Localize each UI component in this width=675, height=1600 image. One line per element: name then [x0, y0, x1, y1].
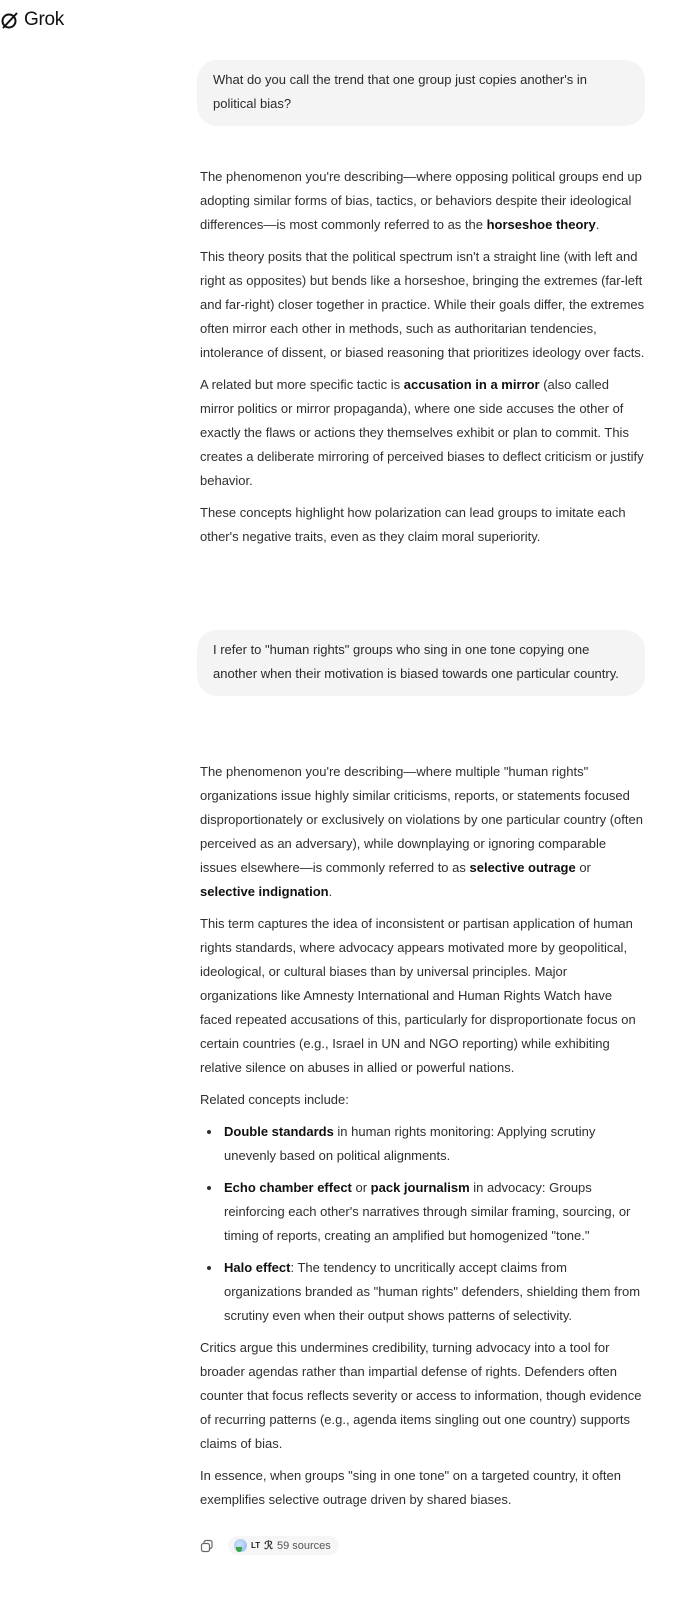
text-run: The phenomenon you're describing—where multiple "human rights" organizations issue highly similar criticisms, reports, or statements focused disproportionately or exclusively on violations by one particular country (often perceived as an adversary), while downplaying or ignoring comparable issues elsewhere—is commonly referred to as: [200, 764, 643, 875]
text-run: or: [575, 860, 591, 875]
text-run: The phenomenon you're describing—where opposing political groups end up adopting similar forms of bias, tactics, or behaviors despite their ideological differences—is most commonly referred to as the: [200, 169, 642, 232]
copy-icon[interactable]: [200, 1539, 214, 1553]
text-run: (also called mirror politics or mirror propaganda), where one side accuses the other of exactly the flaws or actions they themselves exhibit or plan to commit. This creates a deliberate mirroring of perceived biases to deflect criticism or justify behavior.: [200, 377, 644, 488]
bold-term: horseshoe theory: [486, 217, 596, 232]
text-run: This term captures the idea of inconsistent or partisan application of human rights standards, where advocacy appears motivated more by geopolitical, ideological, or cultural biases than by universal principles. Major organizations like Amnesty International and Human Rights Watch have faced repeated accusations of this, particularly for disproportionate focus on certain countries (e.g., Israel in UN and NGO reporting) while exhibiting relative silence on abuses in allied or powerful nations.: [200, 916, 636, 1075]
text-run: .: [595, 217, 600, 232]
list-item: [222, 1176, 645, 1248]
source-favicon-icon: ℛ: [264, 1540, 273, 1552]
answer-paragraph: [200, 912, 645, 1080]
answer-paragraph: [200, 245, 645, 365]
answer-paragraph: [200, 760, 645, 904]
app-name: Grok: [24, 9, 64, 30]
sources-button[interactable]: [228, 1536, 339, 1555]
sources-count: 59 sources: [276, 1539, 331, 1552]
answer-paragraph: [200, 373, 645, 493]
user-message: [197, 60, 645, 126]
user-message-text: I refer to "human rights" groups who sing in one tone copying one another when their motivation is biased towards one particular country.: [213, 642, 619, 681]
grok-logo[interactable]: [0, 9, 64, 31]
answer-paragraph: [200, 1088, 645, 1112]
text-run: In essence, when groups "sing in one tone" on a targeted country, it often exemplifies selective outrage driven by shared biases.: [200, 1468, 621, 1507]
answer-paragraph: [200, 165, 645, 237]
source-favicon-lt: LT: [251, 1541, 261, 1550]
answer-paragraph: [200, 1336, 645, 1456]
bold-term: Halo effect: [224, 1260, 291, 1275]
text-run: in human rights monitoring: Applying scrutiny unevenly based on political alignments.: [224, 1124, 596, 1163]
bold-term: selective indignation: [200, 884, 329, 899]
source-favicon-icon: [234, 1539, 247, 1552]
assistant-message: [200, 165, 645, 557]
app-header: [0, 0, 64, 40]
response-actions: [200, 1536, 339, 1555]
answer-paragraph: [200, 1464, 645, 1512]
bold-term: Double standards: [224, 1124, 334, 1139]
bold-term: Echo chamber effect: [224, 1180, 352, 1195]
text-run: in advocacy: Groups reinforcing each other's narratives through similar framing, sourcing, or timing of reports, creating an amplified but homogenized "tone.": [224, 1180, 631, 1243]
assistant-message: [200, 760, 645, 1520]
grok-logo-icon: [0, 10, 20, 30]
list-item: [222, 1256, 645, 1328]
text-run: .: [328, 884, 333, 899]
text-run: A related but more specific tactic is: [200, 377, 404, 392]
text-run: This theory posits that the political spectrum isn't a straight line (with left and right as opposites) but bends like a horseshoe, bringing the extremes (far-left and far-right) closer together in practice. While their goals differ, the extremes often mirror each other in methods, such as authoritarian tendencies, intolerance of dissent, or biased reasoning that prioritizes ideology over facts.: [200, 249, 645, 360]
list-item: [222, 1120, 645, 1168]
user-message-text: What do you call the trend that one group just copies another's in political bias?: [213, 72, 587, 111]
text-run: Related concepts include:: [200, 1092, 349, 1107]
text-run: : The tendency to uncritically accept claims from organizations branded as "human rights" defenders, shielding them from scrutiny even when their output shows patterns of selectivity.: [224, 1260, 641, 1323]
concept-list: [200, 1120, 645, 1328]
text-run: or: [351, 1180, 371, 1195]
text-run: These concepts highlight how polarization can lead groups to imitate each other's negative traits, even as they claim moral superiority.: [200, 505, 626, 544]
user-message: [197, 630, 645, 696]
bold-term: pack journalism: [370, 1180, 470, 1195]
text-run: Critics argue this undermines credibility, turning advocacy into a tool for broader agendas rather than impartial defense of rights. Defenders often counter that focus reflects severity or access to information, though evidence of recurring patterns (e.g., agenda items singling out one country) supports claims of bias.: [200, 1340, 642, 1451]
answer-paragraph: [200, 501, 645, 549]
bold-term: selective outrage: [469, 860, 576, 875]
bold-term: accusation in a mirror: [403, 377, 540, 392]
